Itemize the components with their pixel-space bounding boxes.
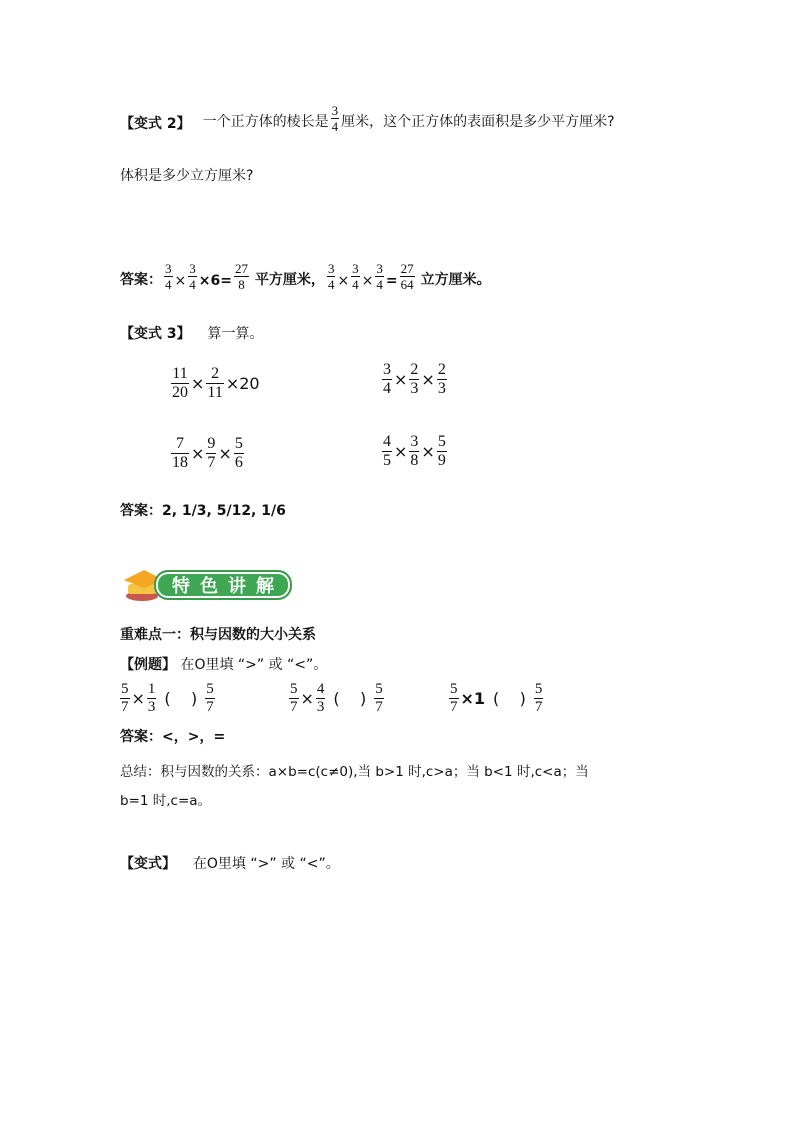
fraction: $\frac{5}{7}$ bbox=[290, 681, 298, 715]
expr-a bbox=[171, 366, 260, 401]
fraction: $\frac{5}{7}$ bbox=[206, 681, 214, 715]
fraction: $\frac{4}{5}$ bbox=[383, 433, 391, 469]
fraction: $\frac{5}{7}$ bbox=[534, 681, 543, 715]
times-sign: × bbox=[394, 442, 408, 461]
times-sign: × bbox=[191, 444, 205, 463]
fraction: $\frac{4}{3}$ bbox=[316, 681, 325, 715]
fraction: $\frac{2}{3}$ bbox=[410, 361, 419, 397]
expr-c bbox=[171, 436, 244, 471]
variant3-text: 算一算。 bbox=[207, 326, 264, 342]
answer-blank[interactable]: ( ) bbox=[164, 689, 198, 708]
expr-b bbox=[382, 362, 447, 397]
example-tag: 【例题】 bbox=[120, 657, 176, 673]
section-title: 重难点一：积与因数的大小关系 bbox=[120, 627, 316, 643]
variant3-heading bbox=[120, 323, 264, 343]
variant3-tag: 【变式 3】 bbox=[120, 326, 191, 342]
fraction: $\frac{5}{7}$ bbox=[121, 681, 129, 715]
times-sign: × bbox=[421, 442, 435, 461]
fraction: $\frac{2}{3}$ bbox=[437, 361, 446, 397]
variant2-text-before: 一个正方体的棱长是 bbox=[202, 114, 329, 130]
times-sign: × bbox=[191, 374, 205, 393]
times-sign: × bbox=[337, 273, 350, 289]
fraction: $\frac{3}{4}$ bbox=[327, 261, 335, 292]
fraction: $\frac{1}{3}$ bbox=[147, 681, 156, 715]
example-3 bbox=[449, 682, 543, 715]
answer-blank[interactable]: ( ) bbox=[493, 689, 526, 708]
unit-volume: 立方厘米。 bbox=[420, 272, 491, 288]
variant2-line2: 体积是多少立方厘米? bbox=[120, 168, 254, 184]
times-sign: × bbox=[300, 689, 314, 708]
summary-line-2: b=1 时,c=a。 bbox=[120, 793, 212, 809]
fraction: $\frac{5}{9}$ bbox=[437, 433, 446, 469]
variant2-text-after: 厘米，这个正方体的表面积是多少平方厘米? bbox=[341, 114, 615, 130]
variant2-question bbox=[120, 104, 615, 133]
times-sign: × bbox=[131, 689, 145, 708]
answer-blank[interactable]: ( ) bbox=[333, 689, 367, 708]
variant-tag: 【变式】 bbox=[120, 856, 176, 872]
answer2: 答案：2, 1/3, 5/12, 1/6 bbox=[120, 503, 286, 519]
example-2 bbox=[289, 682, 384, 715]
unit-area: 平方厘米， bbox=[254, 272, 325, 288]
times-sign: × bbox=[421, 370, 435, 389]
fraction: $\frac{7}{18}$ bbox=[172, 435, 188, 471]
example-answer: 答案：<，>，= bbox=[120, 729, 226, 745]
answer1-label: 答案： bbox=[120, 272, 162, 288]
expr-d bbox=[382, 434, 447, 469]
times-sign: × bbox=[174, 273, 187, 289]
fraction: $\frac{2}{11}$ bbox=[207, 365, 223, 401]
variant-text: 在O里填 “>” 或 “<”。 bbox=[192, 856, 340, 872]
fraction: $\frac{9}{7}$ bbox=[207, 435, 216, 471]
banner-title: 特色讲解 bbox=[172, 576, 284, 597]
example-heading bbox=[120, 654, 327, 674]
fraction: $\frac{3}{4}$ bbox=[383, 361, 391, 397]
variant-heading bbox=[120, 853, 340, 873]
fraction: $\frac{5}{7}$ bbox=[375, 681, 383, 715]
times-sign: × bbox=[361, 273, 374, 289]
fraction: $\frac{27}{8}$ bbox=[234, 261, 248, 292]
section-banner bbox=[118, 562, 294, 606]
fraction: $\frac{3}{8}$ bbox=[410, 433, 419, 469]
variant2-fraction: $\frac{3}{4}$ bbox=[331, 103, 339, 134]
variant2-tag: 【变式 2】 bbox=[120, 116, 191, 132]
fraction: $\frac{11}{20}$ bbox=[172, 365, 188, 401]
times-sign: × bbox=[218, 444, 232, 463]
fraction: $\frac{5}{6}$ bbox=[234, 435, 243, 471]
equals-sign: = bbox=[385, 273, 398, 289]
example-text: 在O里填 “>” 或 “<”。 bbox=[180, 657, 328, 673]
fraction: $\frac{3}{4}$ bbox=[376, 261, 383, 292]
fraction: $\frac{3}{4}$ bbox=[165, 261, 172, 292]
times-twenty: ×20 bbox=[225, 374, 260, 393]
answer1 bbox=[120, 262, 491, 291]
fraction: $\frac{27}{64}$ bbox=[400, 261, 414, 292]
times-sign: × bbox=[394, 370, 408, 389]
summary-line-1: 总结：积与因数的关系：a×b=c(c≠0),当 b>1 时,c>a；当 b<1 时,c<a；当 bbox=[120, 764, 589, 780]
fraction: $\frac{3}{4}$ bbox=[189, 261, 196, 292]
fraction: $\frac{5}{7}$ bbox=[450, 681, 458, 715]
example-1 bbox=[120, 682, 215, 715]
times-one: ×1 bbox=[460, 689, 486, 708]
times-six: ×6= bbox=[198, 273, 232, 289]
fraction: $\frac{3}{4}$ bbox=[352, 261, 359, 292]
